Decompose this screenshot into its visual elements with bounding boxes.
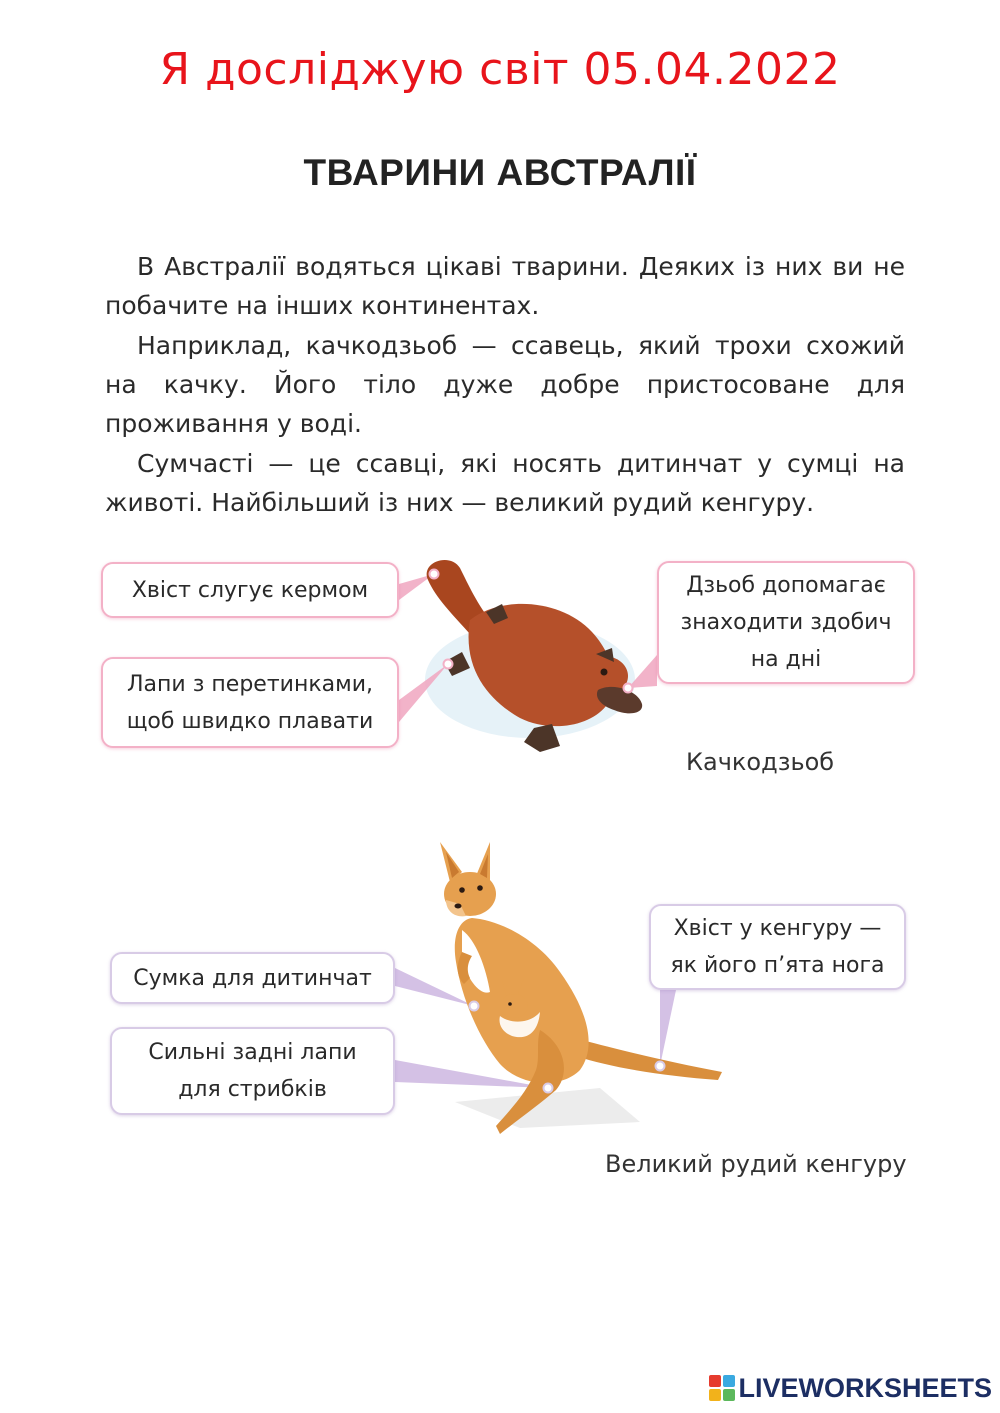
kangaroo-caption: Великий рудий кенгуру	[605, 1150, 907, 1178]
platypus-caption: Качкодзьоб	[686, 748, 835, 776]
callout-kangaroo-legs	[110, 1027, 395, 1115]
callout-platypus-tail	[101, 562, 399, 618]
callout-text: Сумка для дитинчат	[133, 965, 372, 991]
document-heading: ТВАРИНИ АВСТРАЛІЇ	[303, 152, 697, 193]
liveworksheets-watermark	[709, 1373, 992, 1403]
watermark-text: LIVEWORKSHEETS	[738, 1372, 992, 1403]
platypus-illustration	[399, 560, 657, 752]
callout-text: Дзьоб допомагає знаходити здобич на дні	[680, 573, 892, 672]
paragraph-marsupials: Сумчасті — це ссавці, які носять дитинчат у сумці на животі. Найбільший із них — великий рудий кенгуру.	[105, 449, 905, 517]
callout-kangaroo-pouch	[110, 952, 395, 1004]
page-header-title: Я досліджую світ 05.04.2022	[159, 44, 841, 95]
callout-text: Сильні задні лапи для стрибків	[148, 1040, 357, 1102]
liveworksheets-logo-icon	[709, 1375, 735, 1401]
paragraph-platypus: Наприклад, качкодзьоб — ссавець, який трохи схожий на качку. Його тіло дуже добре пристосоване для проживання у воді.	[105, 331, 905, 438]
callout-platypus-beak	[657, 561, 915, 684]
callout-kangaroo-tail	[649, 904, 906, 990]
callout-platypus-paws	[101, 657, 399, 748]
paragraph-intro: В Австралії водяться цікаві тварини. Деяких із них ви не побачите на інших континентах.	[105, 252, 905, 320]
callout-text: Хвіст слугує кермом	[131, 577, 369, 603]
callout-text: Лапи з перетинками, щоб швидко плавати	[126, 671, 374, 734]
callout-text: Хвіст у кенгуру — як його п’ята нога	[670, 916, 885, 978]
